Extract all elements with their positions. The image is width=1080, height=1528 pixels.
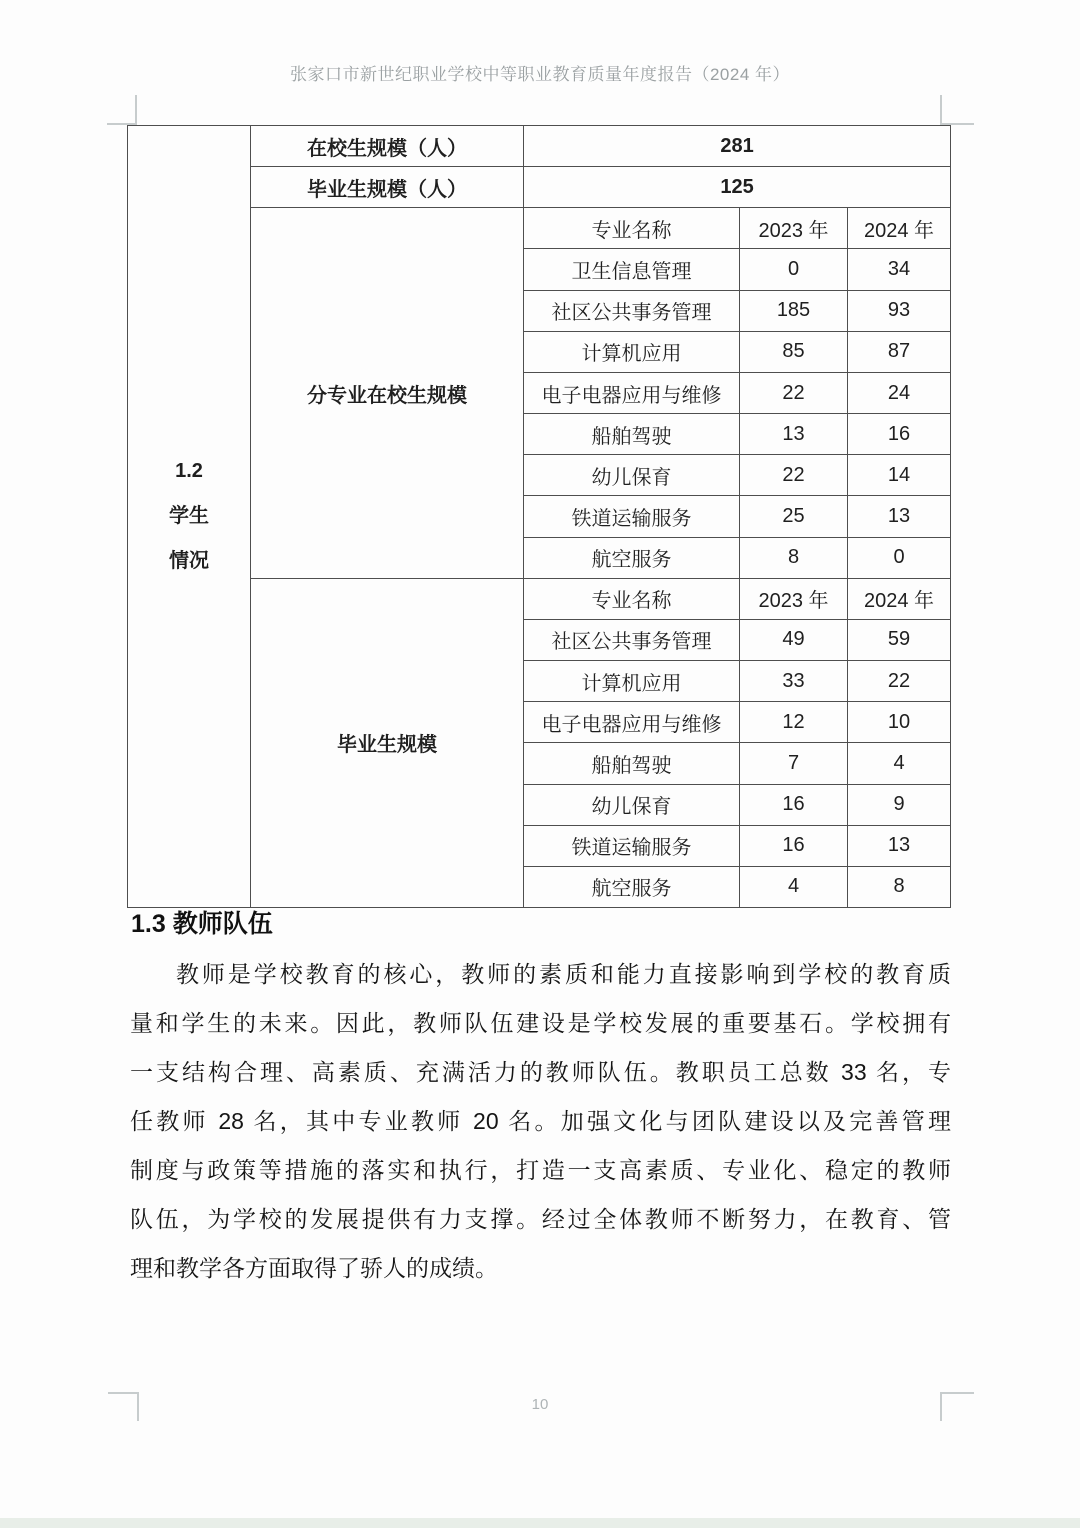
table-cell-value: 125 (524, 167, 951, 208)
table-cell-program: 航空服务 (524, 866, 740, 907)
table-row (128, 208, 951, 249)
table-cell-2023: 0 (740, 249, 848, 290)
table-cell-program: 电子电器应用与维修 (524, 702, 740, 743)
paragraph-line: 教师是学校教育的核心，教师的素质和能力直接影响到学校的教育质 (176, 961, 951, 987)
table-cell-2024: 87 (848, 331, 951, 372)
table-cell-2023: 85 (740, 331, 848, 372)
table-row (128, 126, 951, 167)
document-header-title: 张家口市新世纪职业学校中等职业教育质量年度报告（2024 年） (289, 65, 791, 84)
paragraph-line: 任教师 28 名，其中专业教师 20 名。加强文化与团队建设以及完善管理 (130, 1108, 951, 1134)
table-cell-program: 计算机应用 (524, 331, 740, 372)
column-header-name: 专业名称 (524, 208, 740, 249)
table-cell-program: 电子电器应用与维修 (524, 372, 740, 413)
table-cell-2024: 13 (848, 496, 951, 537)
table-cell-2024: 9 (848, 784, 951, 825)
table-cell-2023: 7 (740, 743, 848, 784)
section-heading: 1.3 教师队伍 (131, 910, 273, 938)
page-number: 10 (531, 1396, 549, 1413)
crop-mark-top-left-icon (107, 95, 137, 125)
table-cell-2024: 16 (848, 414, 951, 455)
table-cell-2023: 49 (740, 619, 848, 660)
table-cell-program: 幼儿保育 (524, 455, 740, 496)
table-cell-2023: 16 (740, 825, 848, 866)
section-title-line2: 情况 (169, 550, 209, 572)
section-row-header (128, 126, 251, 908)
table-cell-2024: 13 (848, 825, 951, 866)
table-cell-program: 航空服务 (524, 537, 740, 578)
table-cell-2024: 14 (848, 455, 951, 496)
column-header-2024: 2024 年 (848, 578, 951, 619)
table-cell-2024: 34 (848, 249, 951, 290)
paragraph-line: 队伍，为学校的发展提供有力支撑。经过全体教师不断努力，在教育、管 (130, 1206, 951, 1232)
table-cell-2024: 22 (848, 661, 951, 702)
table-cell-program: 社区公共事务管理 (524, 290, 740, 331)
table-cell-program: 船舶驾驶 (524, 414, 740, 455)
group-label-enrollment: 分专业在校生规模 (251, 208, 524, 578)
table-cell-2023: 4 (740, 866, 848, 907)
table-cell-2023: 22 (740, 455, 848, 496)
table-cell-program: 社区公共事务管理 (524, 619, 740, 660)
table-cell-2023: 22 (740, 372, 848, 413)
table-cell-program: 铁道运输服务 (524, 825, 740, 866)
table-cell-program: 铁道运输服务 (524, 496, 740, 537)
column-header-2023: 2023 年 (740, 208, 848, 249)
table-cell-2023: 33 (740, 661, 848, 702)
paragraph-line: 一支结构合理、高素质、充满活力的教师队伍。教职员工总数 33 名，专 (130, 1059, 951, 1085)
table-cell-2023: 8 (740, 537, 848, 578)
table-cell-value: 281 (524, 126, 951, 167)
table-cell-2023: 13 (740, 414, 848, 455)
table-cell-program: 卫生信息管理 (524, 249, 740, 290)
section-title-line1: 学生 (169, 505, 209, 527)
column-header-2024: 2024 年 (848, 208, 951, 249)
crop-mark-top-right-icon (940, 95, 974, 125)
table-cell-2024: 59 (848, 619, 951, 660)
table-cell-label: 毕业生规模（人） (251, 167, 524, 208)
student-situation-table (127, 125, 951, 908)
teacher-team-paragraph (130, 950, 951, 1293)
bottom-band (0, 1518, 1080, 1528)
table-cell-program: 船舶驾驶 (524, 743, 740, 784)
paragraph-line: 理和教学各方面取得了骄人的成绩。 (130, 1255, 498, 1281)
table-cell-2024: 8 (848, 866, 951, 907)
paragraph-line: 制度与政策等措施的落实和执行，打造一支高素质、专业化、稳定的教师 (130, 1157, 951, 1183)
table-row (128, 578, 951, 619)
table-row (128, 167, 951, 208)
table-cell-program: 幼儿保育 (524, 784, 740, 825)
table-cell-2024: 93 (848, 290, 951, 331)
group-label-graduates: 毕业生规模 (251, 578, 524, 907)
table-cell-2024: 0 (848, 537, 951, 578)
table-cell-2023: 185 (740, 290, 848, 331)
table-cell-label: 在校生规模（人） (251, 126, 524, 167)
table-cell-2024: 24 (848, 372, 951, 413)
table-cell-2023: 16 (740, 784, 848, 825)
paragraph-line: 量和学生的未来。因此，教师队伍建设是学校发展的重要基石。学校拥有 (130, 1010, 951, 1036)
table-cell-2023: 12 (740, 702, 848, 743)
column-header-2023: 2023 年 (740, 578, 848, 619)
section-number: 1.2 (175, 460, 203, 482)
table-cell-program: 计算机应用 (524, 661, 740, 702)
column-header-name: 专业名称 (524, 578, 740, 619)
table-cell-2024: 4 (848, 743, 951, 784)
table-cell-2024: 10 (848, 702, 951, 743)
table-cell-2023: 25 (740, 496, 848, 537)
